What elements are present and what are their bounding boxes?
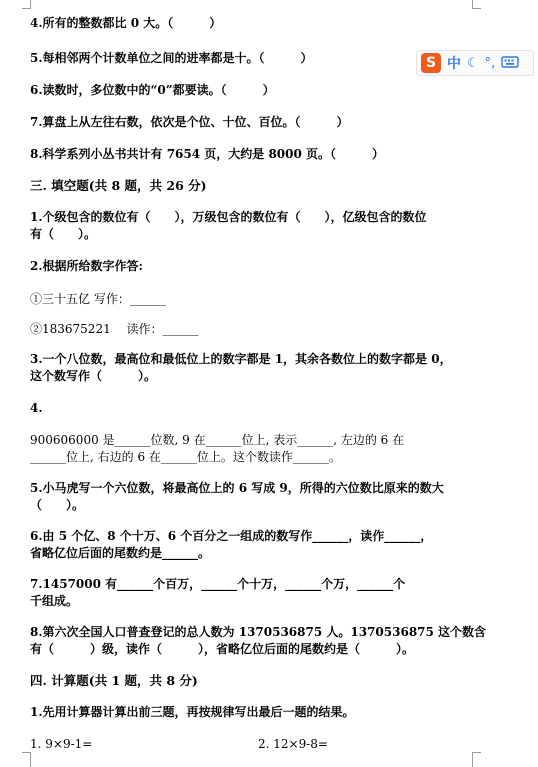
fill-3-line-2: 这个数写作（ ）。 [30, 369, 157, 383]
question-5: 5.每相邻两个计数单位之间的进率都是十。（ ） [30, 51, 313, 65]
calc-1: 1.先用计算器计算出前三题，再按规律写出最后一题的结果。 [30, 705, 355, 719]
fill-6-line-2: 省略亿位后面的尾数约是______。 [30, 546, 211, 560]
page-corner-mark [22, 0, 31, 9]
question-6: 6.读数时，多位数中的“0”都要读。（ ） [30, 83, 275, 97]
fill-7-line-2: 千组成。 [30, 594, 79, 608]
page-corner-mark [22, 752, 31, 767]
sogou-logo-icon[interactable]: S [421, 53, 441, 73]
question-8: 8.科学系列小丛书共计有 7654 页，大约是 8000 页。（ ） [30, 147, 385, 161]
fill-8-line-2: 有（ ）级，读作（ ），省略亿位后面的尾数约是（ ）。 [30, 642, 415, 656]
question-7: 7.算盘上从左往右数，依次是个位、十位、百位。（ ） [30, 115, 349, 129]
question-4: 4.所有的整数都比 0 大。（ ） [30, 16, 222, 30]
calc-1-item-2: 2. 12×9-8= [258, 737, 328, 751]
fill-5-line-1: 5.小马虎写一个六位数，将最高位上的 6 写成 9，所得的六位数比原来的数大 [30, 481, 444, 495]
fill-1-line-1: 1.个级包含的数位有（ ），万级包含的数位有（ ），亿级包含的数位 [30, 210, 427, 224]
fill-2: 2.根据所给数字作答: [30, 259, 143, 273]
calc-1-item-1: 1. 9×9-1= [30, 737, 93, 751]
punctuation-icon[interactable]: °, [484, 55, 496, 71]
page-corner-mark [472, 0, 481, 9]
section-heading-fill: 三. 填空题(共 8 题，共 26 分) [30, 178, 207, 193]
section-heading-calc: 四. 计算题(共 1 题，共 8 分) [30, 673, 198, 688]
fill-4: 4. [30, 401, 43, 415]
fill-6-line-1: 6.由 5 个亿、8 个十万、6 个百分之一组成的数写作______，读作______， [30, 529, 433, 543]
fill-2-option-b: ②183675221 读作：______ [30, 322, 199, 336]
fill-1-line-2: 有（ ）。 [30, 227, 97, 241]
fill-4-line-1: 900606000 是______位数, 9 在______位上, 表示______, 左边的 6 在 [30, 433, 405, 447]
fill-8-line-1: 8.第六次全国人口普查登记的总人数为 1370536875 人。1370536875 这个数含 [30, 625, 487, 639]
page-corner-mark [472, 752, 481, 767]
fill-7-line-1: 7.1457000 有______个百万，______个十万，______个万，______个 [30, 577, 406, 591]
fill-3-line-1: 3.一个八位数，最高位和最低位上的数字都是 1，其余各数位上的数字都是 0， [30, 352, 452, 366]
ime-toolbar[interactable] [416, 50, 534, 76]
input-mode-toggle[interactable]: 中 [447, 56, 461, 72]
fill-2-option-a: ①三十五亿 写作：______ [30, 292, 166, 306]
fill-4-line-2: ______位上, 右边的 6 在______位上。这个数读作______。 [30, 450, 341, 464]
moon-icon[interactable]: ☾ [467, 55, 479, 71]
keyboard-icon[interactable] [501, 54, 519, 73]
fill-5-line-2: （ ）。 [30, 498, 85, 512]
